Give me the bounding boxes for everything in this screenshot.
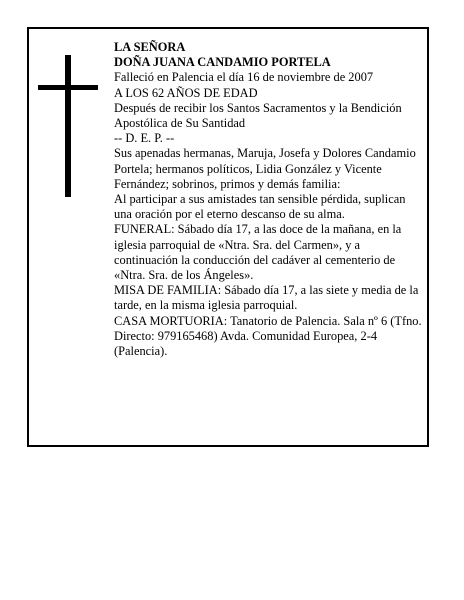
title-line: LA SEÑORA: [114, 40, 186, 54]
funeral-paragraph: FUNERAL: Sábado día 17, a las doce de la mañana, en la iglesia parroquial de «Ntra. Sra. del Carmen», y a continuación la conducción del cadáver al cementerio de «Ntra. Sra. de los Ángeles».: [114, 222, 402, 283]
age-line: A LOS 62 AÑOS DE EDAD: [114, 85, 258, 100]
cross-icon: [38, 55, 98, 197]
cross-vertical-bar: [65, 55, 71, 197]
family-paragraph: Sus apenadas hermanas, Maruja, Josefa y Dolores Candamio Portela; hermanos políticos, Lidia González y Vicente Fernández; sobrinos, primos y demás familia:: [114, 146, 416, 191]
sacraments-paragraph: Después de recibir los Santos Sacramentos y la Bendición Apostólica de Su Santidad: [114, 100, 402, 131]
deceased-name: DOÑA JUANA CANDAMIO PORTELA: [114, 55, 331, 70]
funeral-home-paragraph: CASA MORTUORIA: Tanatorio de Palencia. Sala nº 6 (Tfno. Directo: 979165468) Avda. Comunidad Europea, 2-4 (Palencia).: [114, 313, 422, 359]
prayer-paragraph: Al participar a sus amistades tan sensible pérdida, suplican una oración por el eterno descanso de su alma.: [114, 192, 406, 222]
family-mass-paragraph: MISA DE FAMILIA: Sábado día 17, a las siete y media de la tarde, en la misma iglesia parroquial.: [114, 283, 419, 313]
cross-horizontal-bar: [38, 85, 98, 90]
obituary-text: [114, 40, 422, 359]
death-line: Falleció en Palencia el día 16 de noviembre de 2007: [114, 70, 374, 85]
dep-line: -- D. E. P. --: [114, 131, 175, 146]
